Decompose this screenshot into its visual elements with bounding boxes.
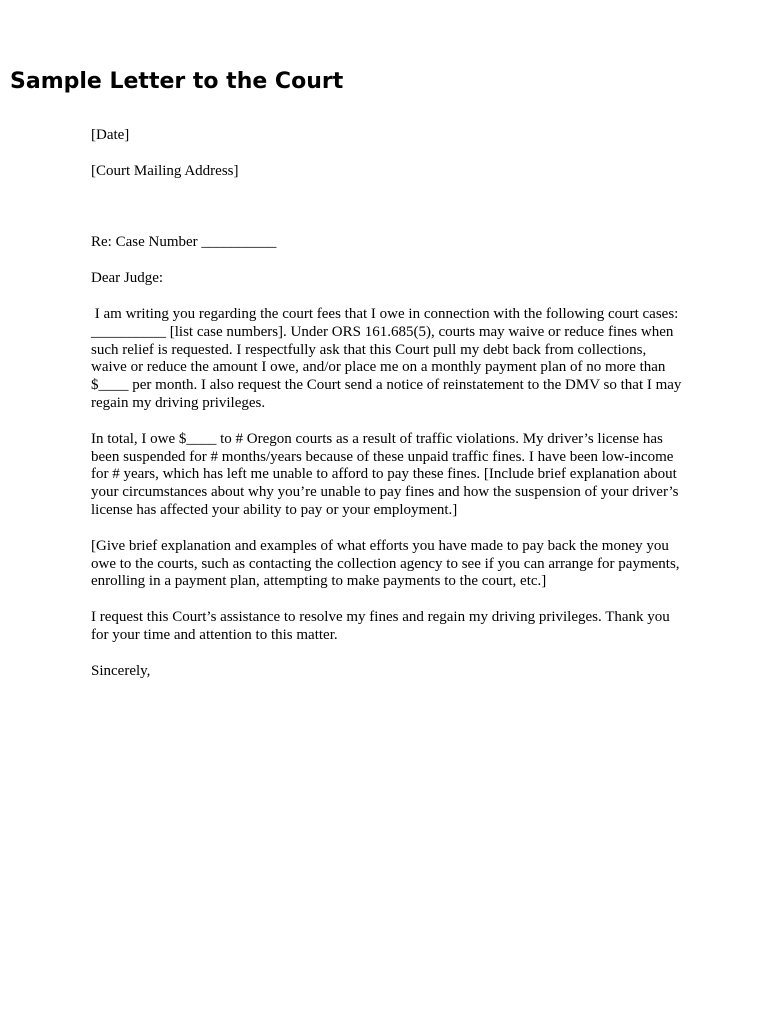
- paragraph-closing-request: I request this Court’s assistance to resolve my fines and regain my driving privileges. Thank you for your time and attention to this matter.: [91, 609, 674, 643]
- salutation: Dear Judge:: [91, 270, 164, 287]
- re-case-number-line: Re: Case Number __________: [91, 234, 277, 251]
- paragraph-fees-request: I am writing you regarding the court fees that I owe in connection with the following court cases: __________ [list case numbers]. Under ORS 161.685(5), courts may waive or reduce fines when such relief is requested. I respectfully ask that this Court pull my debt back from collections, waive or reduce the amount I owe, and/or place me on a monthly payment plan of no more than $____ per month. I also request the Court send a notice of reinstatement to the DMV so that I may regain my driving privileges.: [91, 305, 686, 411]
- paragraph-circumstances: In total, I owe $____ to # Oregon courts as a result of traffic violations. My driver’s license has been suspended for # months/years because of these unpaid traffic fines. I have been low-income for # years, which has left me unable to afford to pay these fines. [Include brief explanation about your circumstances about why you’re unable to pay fines and how the suspension of your driver’s license has affected your ability to pay or your employment.]: [91, 430, 683, 518]
- letter-body: [91, 127, 686, 699]
- paragraph-efforts: [Give brief explanation and examples of what efforts you have made to pay back the money you owe to the courts, such as contacting the collection agency to see if you can arrange for payments, enrolling in a payment plan, attempting to make payments to the court, etc.]: [91, 537, 684, 590]
- document-title: Sample Letter to the Court: [10, 69, 344, 94]
- court-mailing-address: [Court Mailing Address]: [91, 162, 239, 179]
- closing-sincerely: Sincerely,: [91, 662, 151, 679]
- letter-date: [Date]: [91, 127, 130, 143]
